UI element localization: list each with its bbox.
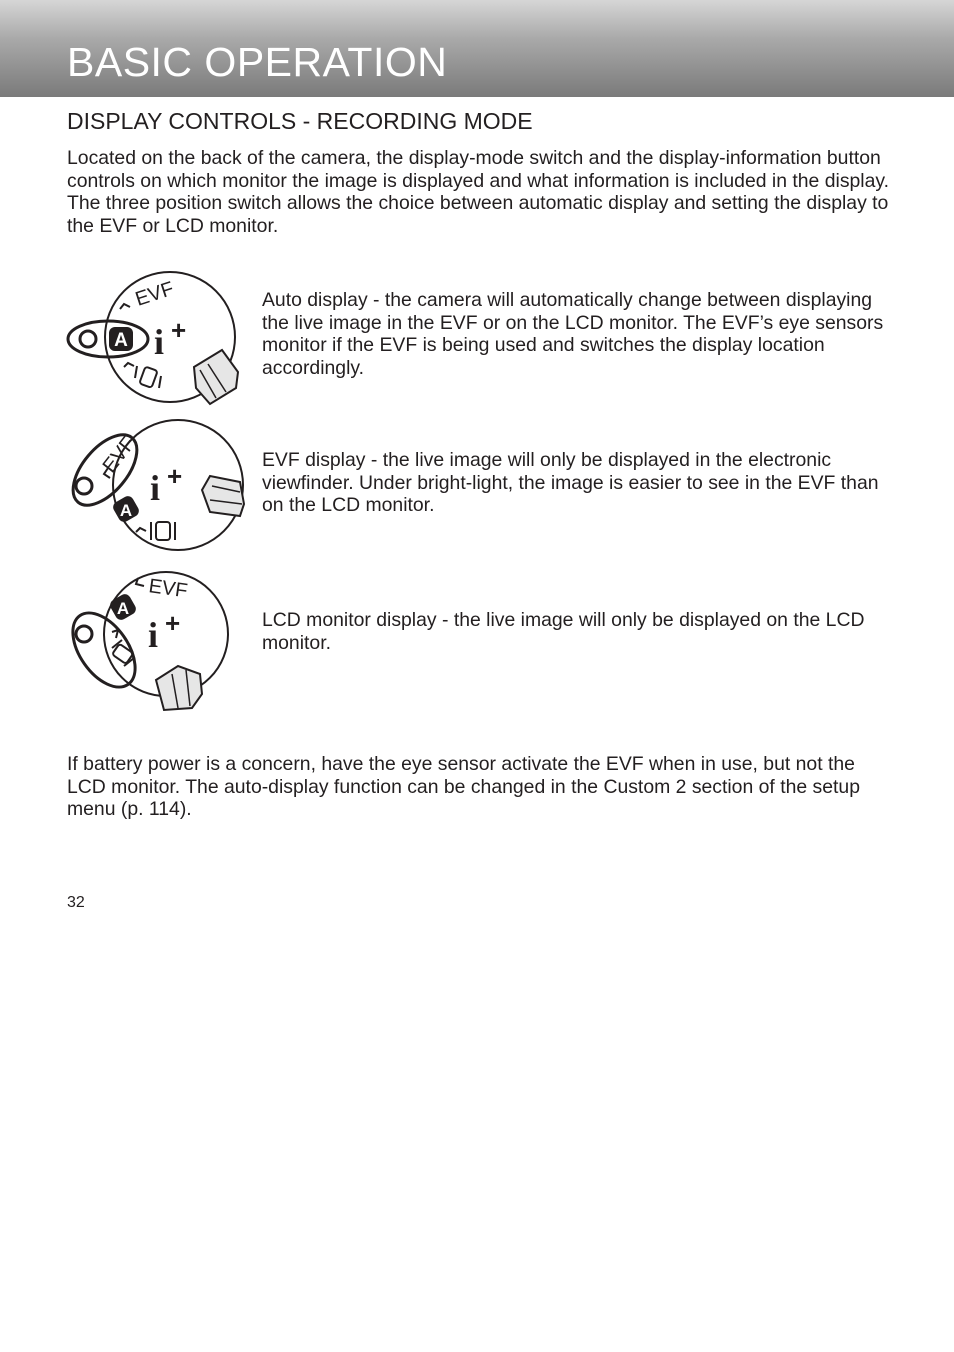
battery-note-paragraph: If battery power is a concern, have the eye sensor activate the EVF when in use, but not the LCD monitor. The auto-display function can be changed in the Custom 2 section of the setup menu (p. 114). [67,753,860,820]
svg-text:A: A [119,501,133,520]
evf-display-description: EVF display - the live image will only be displayed in the electronic viewfinder. Under bright-light, the image is easier to see in the EVF than on the LCD monitor. [262,449,879,516]
auto-mode-icon [109,327,133,351]
page-title: BASIC OPERATION [67,39,448,85]
svg-text:A: A [114,330,128,351]
svg-text:EVF: EVF [98,432,140,478]
section-title: DISPLAY CONTROLS - RECORDING MODE [67,108,533,134]
svg-text:i: i [154,322,165,362]
dial-lcd-display [60,562,250,712]
svg-text:A: A [116,599,130,618]
intro-paragraph: Located on the back of the camera, the display-mode switch and the display-information button controls on which monitor the image is displayed and what information is included in the display. The three position switch allows the choice between automatic display and setting the display to the EVF or LCD monitor. [67,147,890,237]
lcd-display-description: LCD monitor display - the live image will only be displayed on the LCD monitor. [262,609,865,654]
svg-text:EVF: EVF [147,575,189,603]
page-number: 32 [67,894,85,911]
svg-text:i: i [150,468,161,508]
dial-auto-display [60,264,250,414]
pointer-dot-icon [76,626,92,642]
svg-text:i: i [148,615,159,655]
pointer-dot-icon [76,478,92,494]
dial-evf-display [60,412,250,562]
dial-knob [202,476,244,516]
svg-text:+: + [167,461,183,491]
svg-text:+: + [165,608,181,638]
pointer-dot-icon [80,331,96,347]
svg-text:+: + [171,315,187,345]
svg-text:EVF: EVF [132,277,177,311]
auto-display-description: Auto display - the camera will automatically change between displaying the live image in the EVF or on the LCD monitor. The EVF’s eye sensors monitor if the EVF is being used and switches the display location accordingly. [262,289,884,379]
